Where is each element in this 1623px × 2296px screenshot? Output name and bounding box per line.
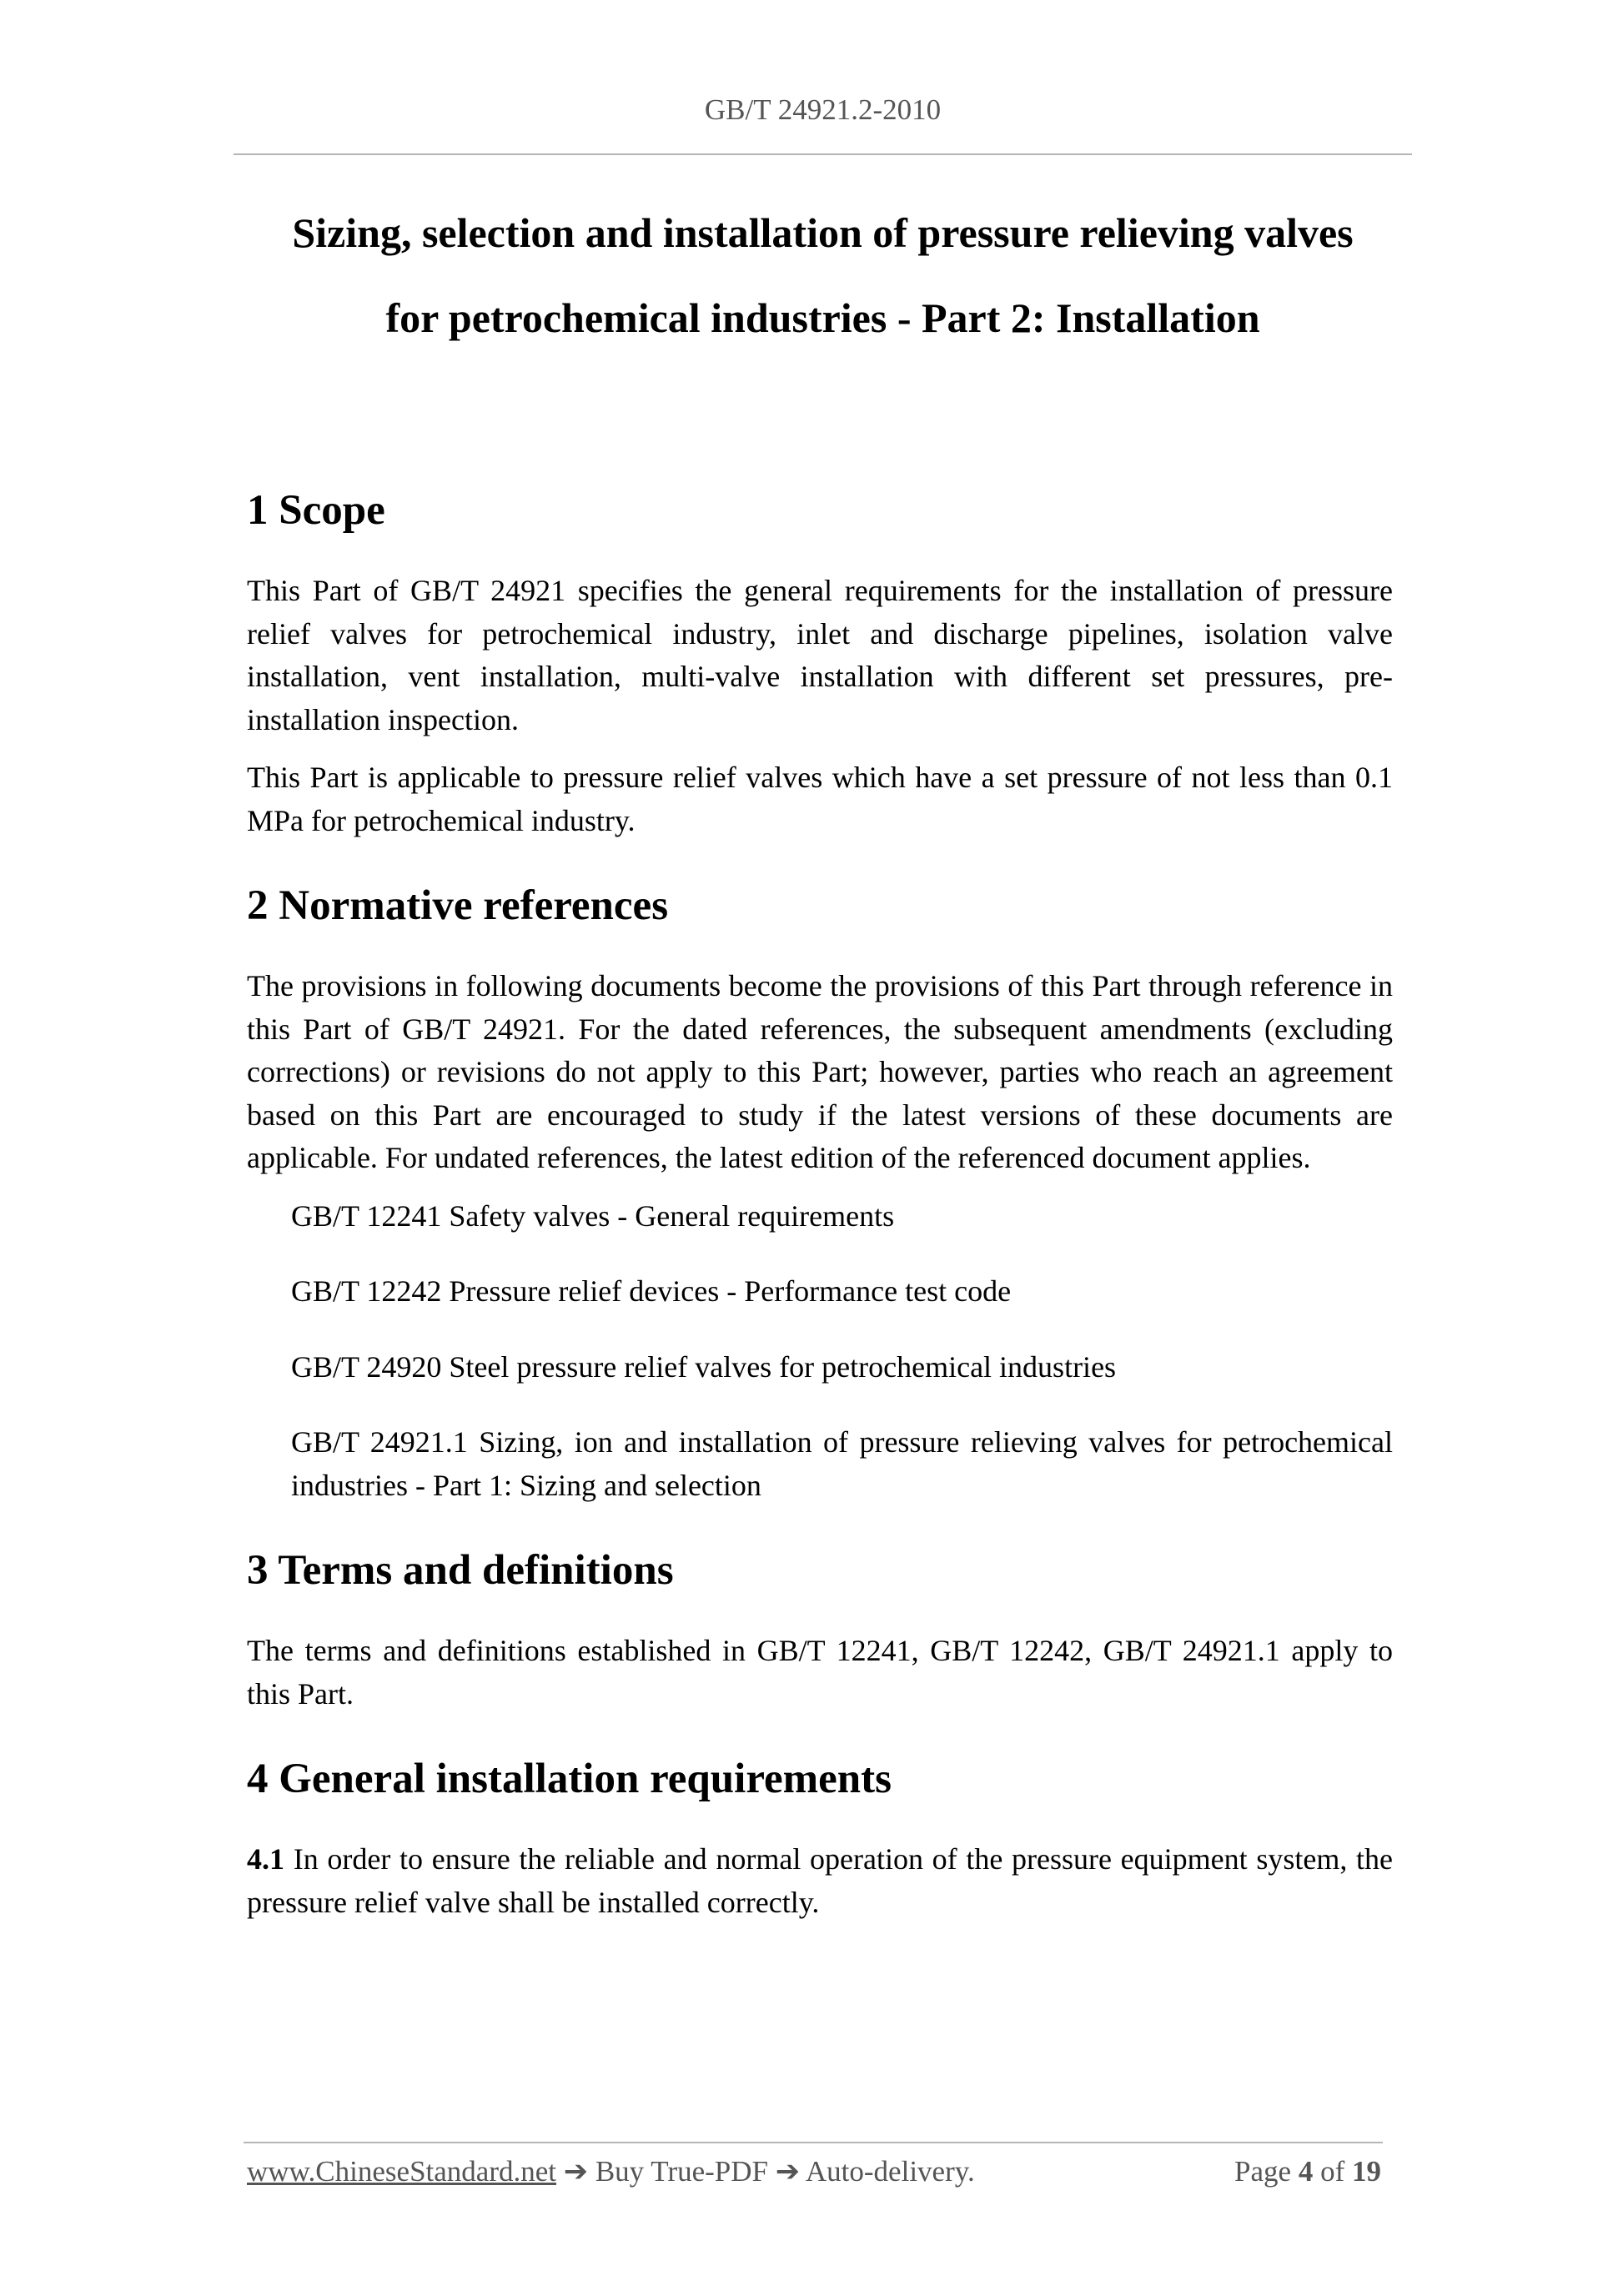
auto-delivery-text: Auto-delivery. (805, 2155, 975, 2188)
scope-paragraph-1: This Part of GB/T 24921 specifies the general requirements for the installation of pressure relief valves for petrochemical industry, inlet and discharge pipelines, isolation valve installation, vent installation, multi-valve installation with different set pressures, pre-installation inspection. (247, 574, 1393, 736)
page-label: Page (1234, 2155, 1292, 2188)
title-line-1: Sizing, selection and installation of pressure relieving valves (292, 209, 1354, 256)
of-label: of (1320, 2155, 1345, 2188)
page-title (234, 190, 1412, 360)
normative-paragraph: The provisions in following documents become the provisions of this Part through reference in this Part of GB/T 24921. For the dated references, the subsequent amendments (excluding corrections) or revisions do not apply to this Part; however, parties who reach an agreement based on this Part are encouraged to study if the latest versions of these documents are applicable. For undated references, the latest edition of the referenced document applies. (247, 969, 1393, 1174)
section-heading-general: 4 General installation requirements (247, 1756, 892, 1802)
page-number: 4 (1298, 2155, 1314, 2188)
footer-divider (244, 2142, 1383, 2143)
reference-list (247, 1195, 1393, 1508)
reference-item: GB/T 24921.1 Sizing, ion and installation of pressure relieving valves for petrochemical industries - Part 1: Sizing and selection (291, 1425, 1393, 1502)
reference-item: GB/T 24920 Steel pressure relief valves for petrochemical industries (291, 1349, 1117, 1384)
footer-promo (247, 2155, 975, 2188)
doc-header-id: GB/T 24921.2-2010 (704, 93, 942, 126)
section-heading-terms: 3 Terms and definitions (247, 1547, 674, 1594)
page-indicator (1201, 2155, 1381, 2188)
clause-4-1 (247, 1838, 1393, 1924)
buy-true-pdf-text: Buy True-PDF (595, 2155, 768, 2188)
arrow-right-icon: ➔ (775, 2155, 801, 2188)
site-link[interactable]: www.ChineseStandard.net (247, 2155, 556, 2188)
header-divider (234, 153, 1412, 155)
clause-text: In order to ensure the reliable and normal operation of the pressure equipment system, the pressure relief valve shall be installed correctly. (247, 1842, 1394, 1919)
section-heading-normative: 2 Normative references (247, 882, 669, 929)
reference-item: GB/T 12241 Safety valves - General requirements (291, 1198, 895, 1233)
title-line-2: for petrochemical industries - Part 2: Installation (385, 294, 1260, 341)
arrow-right-icon: ➔ (563, 2155, 589, 2188)
reference-item: GB/T 12242 Pressure relief devices - Performance test code (291, 1274, 1012, 1308)
clause-number: 4.1 (247, 1842, 284, 1876)
page-total: 19 (1352, 2155, 1381, 2188)
terms-paragraph: The terms and definitions established in GB/T 12241, GB/T 12242, GB/T 24921.1 apply to this Part. (247, 1634, 1393, 1711)
document-body (247, 477, 1393, 1924)
section-heading-scope: 1 Scope (247, 487, 385, 534)
scope-paragraph-2: This Part is applicable to pressure relief valves which have a set pressure of not less than 0.1 MPa for petrochemical industry. (247, 761, 1393, 837)
